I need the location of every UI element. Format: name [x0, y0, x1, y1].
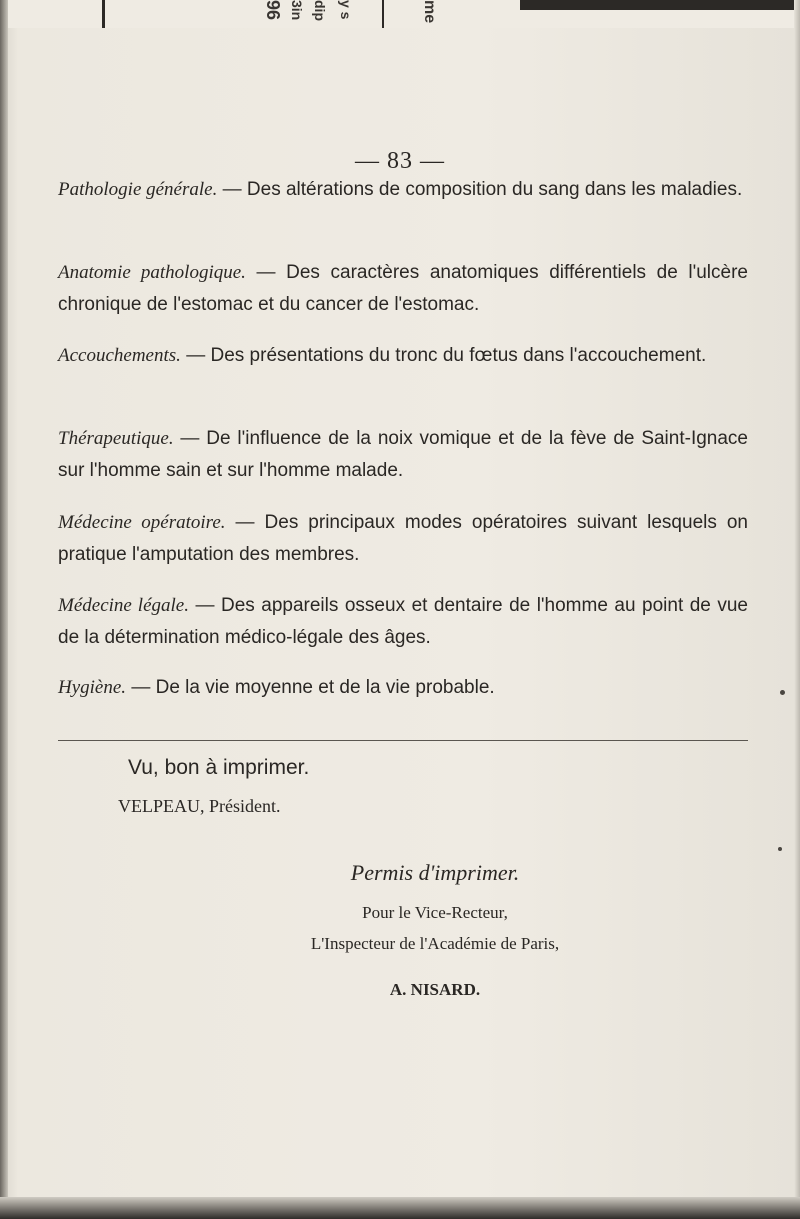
page-left-edge [0, 0, 8, 1219]
page-number: — 83 — [355, 148, 445, 174]
section-anatomie-pathologique [58, 257, 748, 321]
approval-vice-recteur: Pour le Vice-Recteur, [362, 903, 508, 922]
section-text: — Des altérations de composition du sang dans les maladies. [217, 179, 743, 200]
page-bottom-edge [0, 1197, 800, 1219]
section-text: — Des caractères anatomiques différentiels de l'ulcère chronique de l'estomac et du cancer de l'estomac. [58, 262, 748, 315]
section-label: Médecine légale. [58, 595, 189, 616]
top-bleed-strip [0, 0, 800, 28]
bleed-fragment: me [421, 0, 438, 24]
section-accouchements [58, 340, 748, 372]
ink-speck [778, 847, 782, 851]
section-medecine-legale [58, 590, 748, 654]
section-label: Médecine opératoire. [58, 512, 226, 533]
section-text: — Des présentations du tronc du fœtus dans l'accouchement. [180, 345, 707, 366]
approval-vu: Vu, bon à imprimer. [128, 756, 310, 779]
ink-speck [780, 690, 785, 695]
section-pathologie-generale [58, 174, 748, 206]
section-text: — De la vie moyenne et de la vie probable. [126, 677, 495, 698]
approval-president: VELPEAU, Président. [118, 796, 281, 816]
divider-rule [58, 740, 748, 741]
page-right-edge [794, 0, 800, 1219]
section-text: — Des appareils osseux et dentaire de l'homme au point de vue de la détermination médico-légale des âges. [58, 595, 748, 648]
bleed-fragment: 96 [263, 0, 283, 21]
bleed-fragment: 3in [289, 0, 305, 21]
bleed-bar [382, 0, 384, 28]
section-label: Anatomie pathologique. [58, 262, 246, 283]
approval-permis: Permis d'imprimer. [350, 860, 520, 885]
section-text: — De l'influence de la noix vomique et de la fève de Saint-Ignace sur l'homme sain et sur l'homme malade. [58, 428, 748, 481]
section-hygiene [58, 672, 748, 704]
section-label: Hygiène. [58, 677, 127, 698]
section-label: Accouchements. [58, 345, 181, 366]
approval-signature: A. NISARD. [389, 980, 481, 999]
section-medecine-operatoire [58, 507, 748, 571]
bleed-bar [520, 0, 800, 10]
bleed-bar [102, 0, 105, 28]
approval-inspecteur: L'Inspecteur de l'Académie de Paris, [310, 934, 560, 953]
section-therapeutique [58, 423, 748, 487]
bleed-fragment: dip [312, 0, 328, 21]
section-label: Pathologie générale. [58, 179, 218, 200]
section-text: — Des principaux modes opératoires suivant lesquels on pratique l'amputation des membres. [58, 512, 748, 565]
section-label: Thérapeutique. [58, 428, 174, 449]
bleed-fragment: y s [338, 0, 354, 20]
